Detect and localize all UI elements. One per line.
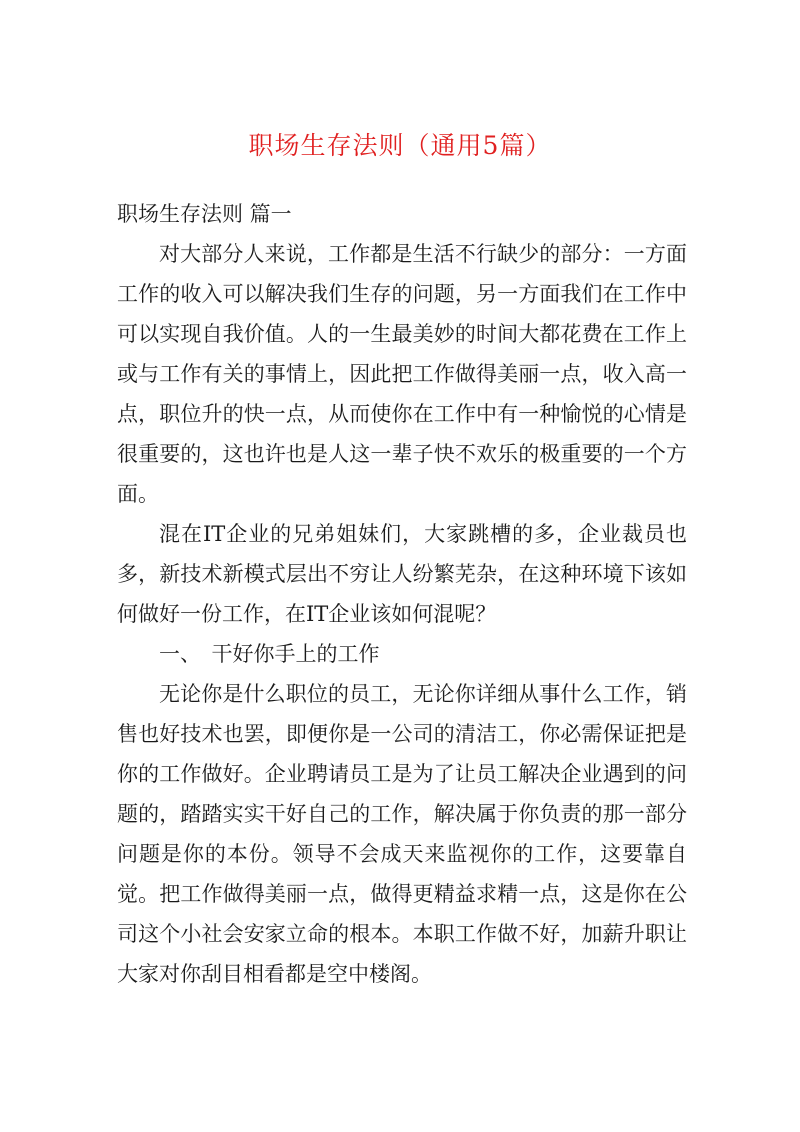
- subheading: 一、 干好你手上的工作: [159, 642, 380, 666]
- section-heading: 职场生存法则 篇一: [117, 202, 292, 226]
- paragraph: 无论你是什么职位的员工，无论你详细从事什么工作，销售也好技术也罢，即便你是一公司的清洁工，你必需保证把是你的工作做好。企业聘请员工是为了让员工解决企业遇到的问题的，踏踏实实干好自己的工作，解决属于你负责的那一部分问题是你的本份。领导不会成天来监视你的工作，这要靠自觉。把工作做得美丽一点，做得更精益求精一点，这是你在公司这个小社会安家立命的根本。本职工作做不好，加薪升职让大家对你刮目相看都是空中楼阁。: [117, 682, 687, 986]
- document-body: [117, 194, 687, 994]
- document-title: 职场生存法则（通用5篇）: [248, 131, 552, 160]
- paragraph: 混在IT企业的兄弟姐妹们，大家跳槽的多，企业裁员也多，新技术新模式层出不穷让人纷繁芜杂，在这种环境下该如何做好一份工作，在IT企业该如何混呢？: [117, 522, 687, 626]
- paragraph: 对大部分人来说，工作都是生活不行缺少的部分：一方面工作的收入可以解决我们生存的问题，另一方面我们在工作中可以实现自我价值。人的一生最美妙的时间大都花费在工作上或与工作有关的事情上，因此把工作做得美丽一点，收入高一点，职位升的快一点，从而使你在工作中有一种愉悦的心情是很重要的，这也许也是人这一辈子快不欢乐的极重要的一个方面。: [117, 242, 687, 506]
